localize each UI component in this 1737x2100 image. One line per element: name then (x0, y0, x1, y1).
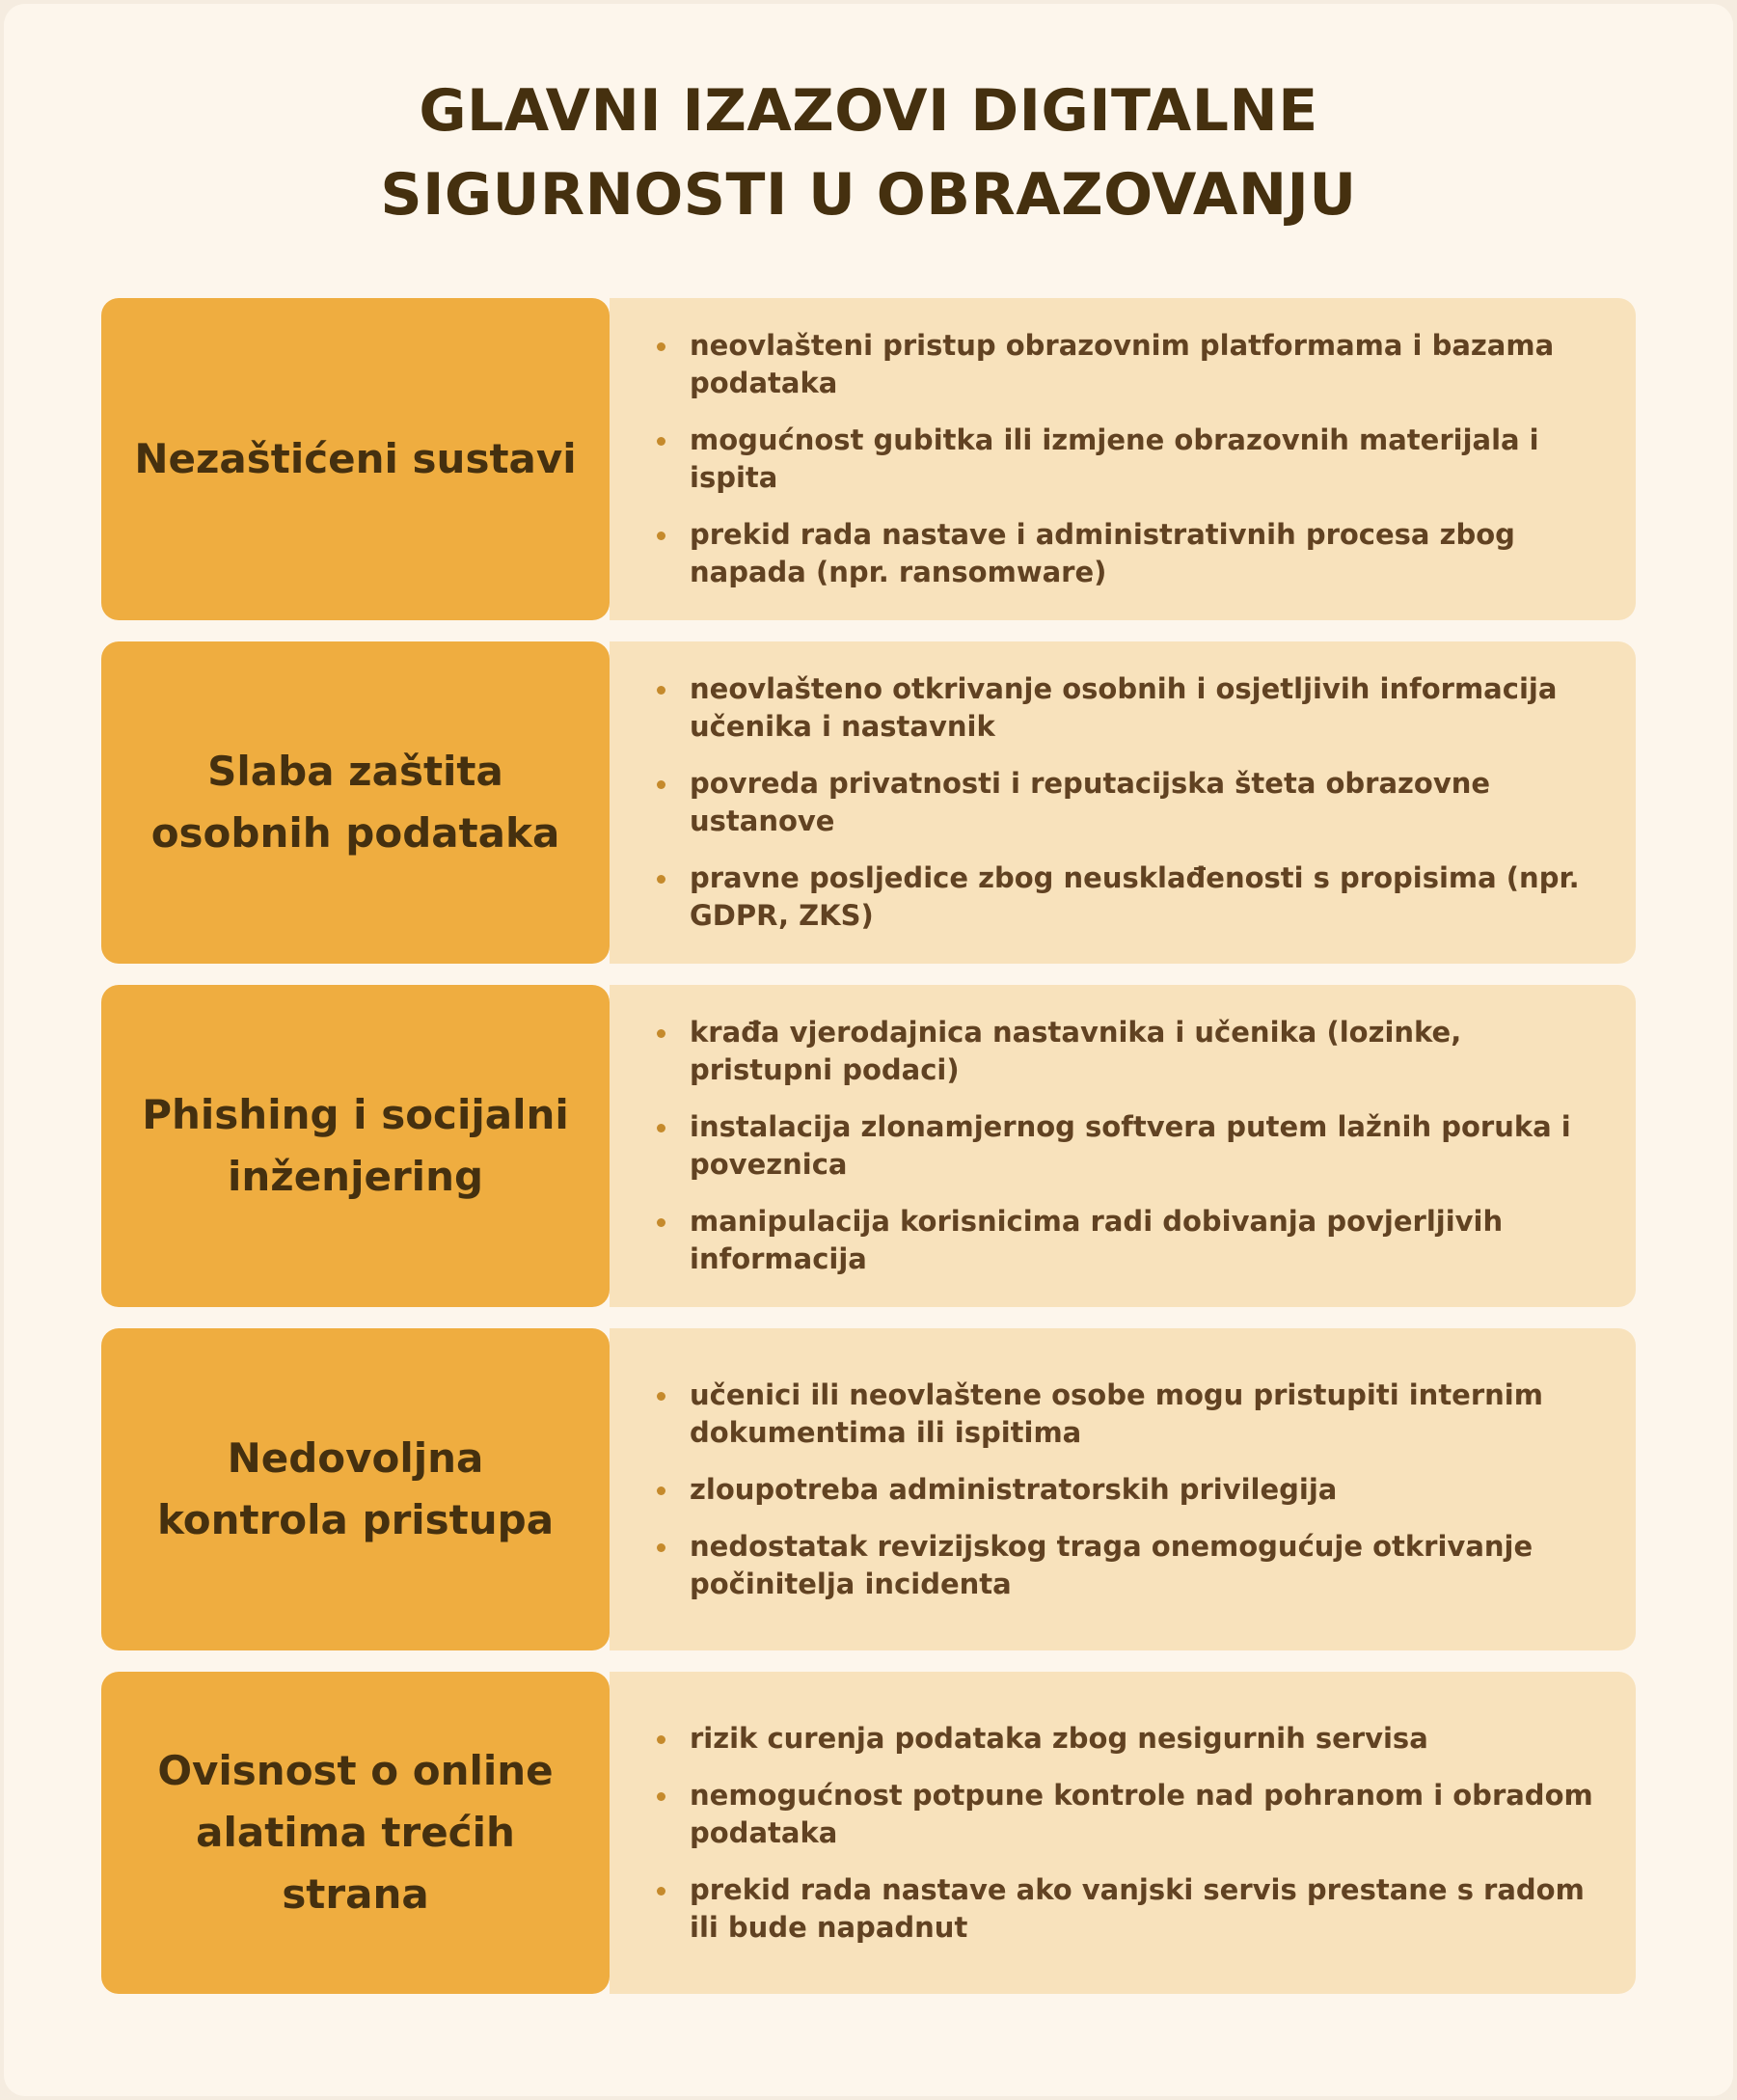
challenge-details-box (610, 298, 1636, 620)
challenge-label: Phishing i socijalni inženjering (142, 1091, 569, 1200)
list-item: nemogućnost potpune kontrole nad pohranom i obradom podataka (655, 1777, 1597, 1852)
title-line-2: SIGURNOSTI U OBRAZOVANJU (380, 161, 1357, 229)
challenge-details-box (610, 1328, 1636, 1650)
page-title (0, 69, 1737, 237)
list-item: prekid rada nastave ako vanjski servis prestane s radom ili bude napadnut (655, 1871, 1597, 1947)
challenge-label: Slaba zaštita osobnih podataka (150, 748, 560, 857)
list-item: učenici ili neovlaštene osobe mogu pristupiti internim dokumentima ili ispitima (655, 1377, 1597, 1452)
challenge-label-box (101, 1672, 610, 1994)
challenge-label-box (101, 1328, 610, 1650)
challenge-row-access-control (101, 1328, 1636, 1650)
list-item: neovlašteno otkrivanje osobnih i osjetljivih informacija učenika i nastavnik (655, 670, 1597, 746)
list-item: mogućnost gubitka ili izmjene obrazovnih materijala i ispita (655, 422, 1597, 497)
list-item: pravne posljedice zbog neusklađenosti s propisima (npr. GDPR, ZKS) (655, 859, 1597, 935)
challenge-details-box (610, 985, 1636, 1307)
challenge-details-box (610, 1672, 1636, 1994)
list-item: manipulacija korisnicima radi dobivanja povjerljivih informacija (655, 1203, 1597, 1278)
challenge-label: Nezaštićeni sustavi (134, 435, 577, 482)
list-item: nedostatak revizijskog traga onemogućuje otkrivanje počinitelja incidenta (655, 1528, 1597, 1603)
challenge-label: Ovisnost o online alatima trećih strana (157, 1747, 554, 1918)
list-item: zloupotreba administratorskih privilegija (655, 1471, 1597, 1509)
challenge-details-list (610, 1720, 1636, 1947)
list-item: prekid rada nastave i administrativnih procesa zbog napada (npr. ransomware) (655, 516, 1597, 591)
challenge-label-box (101, 298, 610, 620)
challenge-row-phishing (101, 985, 1636, 1307)
list-item: rizik curenja podataka zbog nesigurnih servisa (655, 1720, 1597, 1758)
challenge-details-list (610, 1014, 1636, 1278)
title-line-1: GLAVNI IZAZOVI DIGITALNE (419, 77, 1318, 145)
challenge-details-box (610, 641, 1636, 964)
challenge-row-data-protection (101, 641, 1636, 964)
challenge-details-list (610, 670, 1636, 935)
list-item: instalacija zlonamjernog softvera putem lažnih poruka i poveznica (655, 1108, 1597, 1184)
list-item: neovlašteni pristup obrazovnim platformama i bazama podataka (655, 327, 1597, 402)
challenge-label-box (101, 985, 610, 1307)
challenge-label-box (101, 641, 610, 964)
challenge-details-list (610, 1377, 1636, 1603)
challenge-label: Nedovoljna kontrola pristupa (156, 1434, 555, 1543)
challenge-row-third-party-tools (101, 1672, 1636, 1994)
list-item: krađa vjerodajnica nastavnika i učenika (lozinke, pristupni podaci) (655, 1014, 1597, 1089)
list-item: povreda privatnosti i reputacijska šteta obrazovne ustanove (655, 765, 1597, 840)
challenge-row-unprotected-systems (101, 298, 1636, 620)
challenge-details-list (610, 327, 1636, 591)
